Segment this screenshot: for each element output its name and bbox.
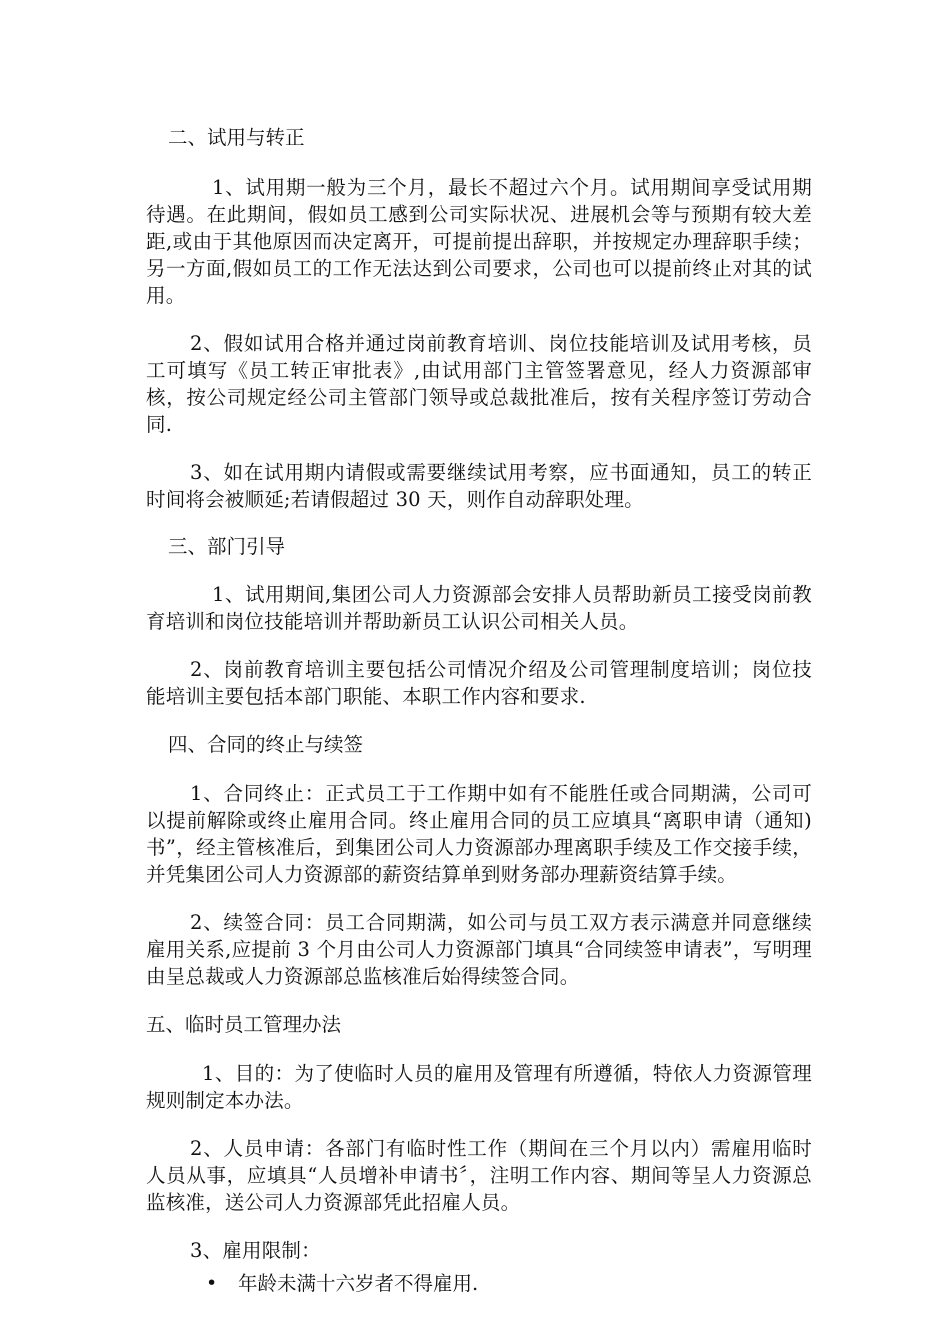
section-heading-temporary-staff: 五、临时员工管理办法	[146, 1013, 342, 1036]
paragraph-temporary-2: 2、人员申请：各部门有临时性工作（期间在三个月以内）需雇用临时人员从事，应填具“人员增补申请书〞，注明工作内容、期间等呈人力资源总监核准，送公司人力资源部凭此招雇人员。	[146, 1137, 812, 1214]
document-page	[146, 124, 812, 1297]
section-heading-guidance: 三、部门引导	[168, 535, 286, 558]
list-item	[146, 1270, 812, 1297]
paragraph-guidance-2: 2、岗前教育培训主要包括公司情况介绍及公司管理制度培训；岗位技能培训主要包括本部门职能、本职工作内容和要求.	[146, 658, 812, 708]
paragraph-trial-2: 2、假如试用合格并通过岗前教育培训、岗位技能培训及试用考核，员工可填写《员工转正审批表》,由试用部门主管签署意见，经人力资源部审核，按公司规定经公司主管部门领导或总裁批准后，按有关程序签订劳动合同.	[146, 332, 812, 436]
paragraph-contract-2: 2、续签合同：员工合同期满，如公司与员工双方表示满意并同意继续雇用关系,应提前 3 个月由公司人力资源部门填具“合同续签申请表”，写明理由呈总裁或人力资源部总监核准后始得续签合同。	[146, 911, 812, 988]
list-item-text: 年龄未满十六岁者不得雇用.	[238, 1272, 479, 1295]
paragraph-contract-1: 1、合同终止：正式员工于工作期中如有不能胜任或合同期满，公司可以提前解除或终止雇用合同。终止雇用合同的员工应填具“离职申请（通知)书”，经主管核准后，到集团公司人力资源部办理离职手续及工作交接手续，并凭集团公司人力资源部的薪资结算单到财务部办理薪资结算手续。	[146, 782, 812, 886]
section-heading-contract: 四、合同的终止与续签	[168, 733, 364, 756]
paragraph-guidance-1: 1、试用期间,集团公司人力资源部会安排人员帮助新员工接受岗前教育培训和岗位技能培训并帮助新员工认识公司相关人员。	[146, 583, 812, 633]
paragraph-temporary-1: 1、目的：为了使临时人员的雇用及管理有所遵循，特依人力资源管理规则制定本办法。	[146, 1062, 812, 1112]
paragraph-trial-3: 3、如在试用期内请假或需要继续试用考察，应书面通知，员工的转正时间将会被顺延;若请假超过 30 天，则作自动辞职处理。	[146, 461, 812, 511]
paragraph-trial-1: 1、试用期一般为三个月，最长不超过六个月。试用期间享受试用期待遇。在此期间，假如员工感到公司实际状况、进展机会等与预期有较大差距,或由于其他原因而决定离开，可提前提出辞职，并按规定办理辞职手续；另一方面,假如员工的工作无法达到公司要求，公司也可以提前终止对其的试用。	[146, 176, 812, 307]
bullet-icon: •	[206, 1272, 218, 1294]
section-heading-trial: 二、试用与转正	[168, 126, 305, 149]
paragraph-temporary-3: 3、雇用限制：	[190, 1239, 321, 1262]
